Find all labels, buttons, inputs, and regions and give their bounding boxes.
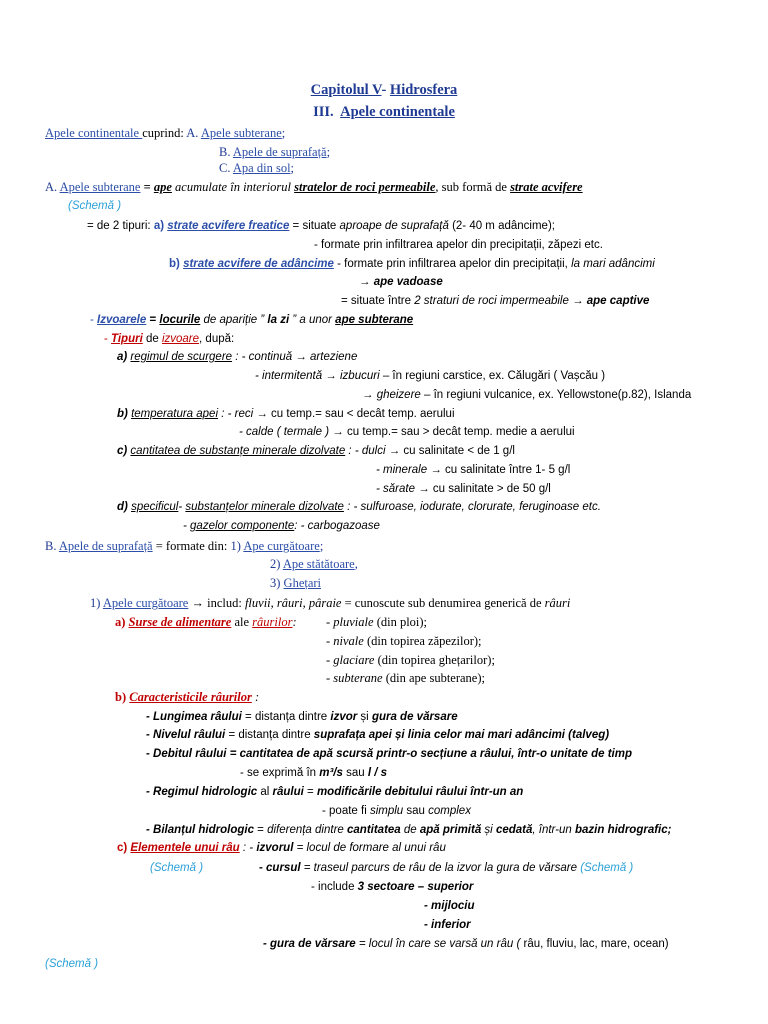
intro-b-letter: B. (219, 145, 233, 159)
nivelul-line (146, 727, 609, 743)
el-cursul: cursul (266, 862, 301, 874)
type-a-desc: aproape de suprafață (339, 220, 449, 232)
rb-calde-desc: → cu temp.= sau > decât temp. medie a aerului (329, 426, 575, 438)
gheizere-line (362, 387, 691, 403)
ac-list: fluvii, râuri, pâraie (244, 596, 342, 610)
rd-gaz-dash: - (183, 520, 191, 532)
b-item1-num: 1) (230, 539, 244, 553)
regimul-line (146, 784, 523, 800)
el-izvorul: izvorul (256, 842, 294, 854)
specificul-line (117, 499, 601, 515)
deb-desc: cantitatea de apă scursă printr-o secțiune a râului, într-o unitate de timp (239, 748, 632, 760)
cantitatea-line (117, 443, 515, 459)
reg-simplu: simplu (369, 805, 404, 817)
captive-arrow: → (568, 295, 587, 307)
cb-title: Caracteristicile râurilor (129, 690, 252, 704)
izv-lazi: la zi (267, 314, 290, 326)
niv-eq: = distanța dintre (225, 729, 314, 741)
ape-curgatoare-line (90, 595, 570, 611)
bilantul-line (146, 822, 671, 838)
bil-cedata: cedată (495, 824, 533, 836)
sa-subterane: - subterane (326, 671, 383, 685)
el-izvorul-d: = locul de formare al unui râu (293, 842, 446, 854)
reg-poate: - poate fi (322, 805, 370, 817)
tipuri-term: Tipuri (111, 333, 143, 345)
section-a-strate: stratelor de roci permeabile (294, 180, 436, 194)
rd-label-b: substanțelor minerale dizolvate (185, 501, 344, 513)
rd-dash: - (178, 501, 186, 513)
ra-label: regimul de scurgere (130, 351, 233, 363)
rc-letter: c) (117, 445, 131, 457)
cb-letter: b) (115, 690, 130, 704)
bil-dif: diferența dintre (267, 824, 347, 836)
lung-izvor: izvor (330, 711, 358, 723)
bil-eq: = (253, 824, 268, 836)
reg-eq: = (303, 786, 317, 798)
el-cursul-dash: - (259, 862, 267, 874)
izv-dash: - (90, 314, 98, 326)
izv-close: ” a unor (289, 314, 336, 326)
b-item2-line (270, 556, 358, 572)
intermitenta-line (255, 368, 605, 384)
intro-a-letter: A. (186, 126, 201, 140)
rb-calde: - calde ( termale ) (239, 426, 330, 438)
reg-sau: sau (403, 805, 429, 817)
sectoare-line (311, 879, 473, 895)
b-item3-line (270, 575, 321, 591)
deb-unit-2: l / s (367, 767, 388, 779)
sa-ale: ale (231, 615, 253, 629)
section-b-letter: B. (45, 539, 59, 553)
rc-minerale: - minerale (376, 464, 428, 476)
sa-glaciare: - glaciare (326, 653, 375, 667)
niv-desc: suprafața apei și linia celor mai mari adâncimi (talveg) (313, 729, 610, 741)
types-line-b (169, 256, 655, 272)
cursul-line (259, 860, 633, 876)
schema-link-a[interactable]: (Schemă ) (68, 200, 122, 212)
ra-letter: a) (117, 351, 131, 363)
b-item2-num: 2) (270, 557, 283, 571)
el-title: Elementele unui râu (130, 842, 240, 854)
rb-reci: : - reci (218, 408, 254, 420)
types-line-a (87, 218, 555, 234)
sa-letter: a) (115, 615, 129, 629)
intro-item-b: Apele de suprafață (232, 145, 327, 159)
sa-pluviale: - pluviale (326, 615, 374, 629)
tipuri-dash: - (104, 333, 112, 345)
deb-eq: = (226, 748, 240, 760)
temperatura-line (117, 406, 455, 422)
debitul-line (146, 746, 632, 762)
tipuri-izvoare: izvoare (161, 333, 200, 345)
bil-de: de (400, 824, 420, 836)
sa-pluviale-d: (din ploi); (373, 615, 428, 629)
deb-unit-sau: sau (342, 767, 368, 779)
chapter-dash: - (381, 82, 390, 98)
section-a-sub-forma: , sub formă de (435, 180, 511, 194)
ra-gheizere: → gheizere (362, 389, 421, 401)
b-item3: Ghețari (283, 576, 322, 590)
ac-title: Apele curgătoare (102, 596, 189, 610)
rb-reci-desc: → cu temp.= sau < decât temp. aerului (253, 408, 455, 420)
schema-link-final[interactable]: (Schemă ) (45, 958, 99, 970)
tipuri-dupa: , după: (199, 333, 235, 345)
el-cursul-d: = traseul parcurs de râu de la izvor la gura de vărsare (300, 862, 581, 874)
sarate-line (376, 481, 551, 497)
ra-continua: : - continuă → arteziene (232, 351, 358, 363)
section-a-heading (45, 179, 583, 195)
sector-mijlociu: - mijlociu (424, 900, 475, 912)
bil-bazin: bazin hidrografic; (575, 824, 672, 836)
b-item3-num: 3) (270, 576, 284, 590)
b-item2: Ape stătătoare (282, 557, 355, 571)
chapter-title (0, 82, 768, 98)
deb-label: - Debitul râului (146, 748, 227, 760)
intro-item-a: Apele subterane (200, 126, 282, 140)
bil-label: - Bilanțul hidrologic (146, 824, 254, 836)
intro-c-letter: C. (219, 161, 233, 175)
subterane-line (326, 670, 485, 686)
gazelor-line (183, 518, 380, 534)
ac-rauri: râuri (544, 596, 571, 610)
gura-line (263, 936, 669, 952)
lung-label: - Lungimea râului (146, 711, 242, 723)
rd-gaz: gazelor componente (190, 520, 295, 532)
sector-inferior: - inferior (424, 919, 471, 931)
rc-minerale-desc: → cu salinitate între 1- 5 g/l (427, 464, 571, 476)
rd-gaz-desc: : - carbogazoase (294, 520, 380, 532)
ac-known: = cunoscute sub denumirea generică de (341, 596, 545, 610)
b-item1: Ape curgătoare (243, 539, 320, 553)
schema-link-elemente[interactable]: (Schemă ) (150, 862, 204, 874)
ra-gheizere-ex: – în regiuni vulcanice, ex. Yellowstone(p.82), Islanda (420, 389, 692, 401)
type-a-letter: a) (153, 220, 168, 232)
section-b-formed: = formate din: (152, 539, 231, 553)
ac-include: → includ: (188, 596, 245, 610)
type-b-letter: b) (169, 258, 184, 270)
izv-aparitie: de apariție ” (200, 314, 268, 326)
rc-dulci-desc: → cu salinitate < de 1 g/l (385, 445, 515, 457)
type-a-eq: = situate (289, 220, 340, 232)
lungimea-line (146, 709, 458, 725)
b-item1-end: ; (319, 539, 324, 553)
captive-mid: 2 straturi de roci impermeabile (414, 295, 569, 307)
calde-line (239, 424, 575, 440)
el-colon: : - (239, 842, 257, 854)
minerale-line (376, 462, 570, 478)
el-gura: gura de vărsare (270, 938, 356, 950)
types-prefix: = de 2 tipuri: (87, 220, 154, 232)
intro-item-b-end: ; (326, 145, 331, 159)
sa-nivale-d: (din topirea zăpezilor); (363, 634, 482, 648)
rd-label-a: specificul (131, 501, 179, 513)
el-gura-d: = locul în care se varsă un râu ( (355, 938, 524, 950)
type-a-term: strate acvifere freatice (167, 220, 290, 232)
type-b-formed: - formate prin infiltrarea apelor din precipitații, (333, 258, 572, 270)
reg-raului: râului (272, 786, 304, 798)
reg-al: al (257, 786, 273, 798)
el-include: - include (311, 881, 358, 893)
el-letter: c) (117, 842, 131, 854)
section-number: III. (313, 104, 334, 120)
rd-letter: d) (117, 501, 132, 513)
intro-verb: cuprind: (142, 126, 187, 140)
elementele-line (117, 840, 446, 856)
captive-term: ape captive (586, 295, 650, 307)
intro-item-c: Apa din sol (232, 161, 291, 175)
rc-sarate-desc: → cu salinitate > de 50 g/l (415, 483, 551, 495)
el-gura-dash: - (263, 938, 271, 950)
tipuri-de: de (142, 333, 162, 345)
type-a-formed: - formate prin infiltrarea apelor din precipitații, zăpezi etc. (314, 239, 603, 251)
b-item2-end: , (354, 557, 358, 571)
izv-eq: = (146, 314, 160, 326)
rc-dulci: : - dulci (345, 445, 386, 457)
type-b-depth: la mari adâncimi (571, 258, 655, 270)
type-a-depth: (2- 40 m adâncime); (448, 220, 555, 232)
intro-item-b-line (219, 144, 330, 160)
reg-label: - Regimul hidrologic (146, 786, 258, 798)
intro-item-c-end: ; (290, 161, 295, 175)
lung-gura: gura de vărsare (371, 711, 458, 723)
intro-line (45, 125, 285, 141)
tipuri-line (104, 331, 234, 347)
ac-num: 1) (90, 596, 103, 610)
section-a-acvifere: strate acvifere (510, 180, 583, 194)
niv-label: - Nivelul râului (146, 729, 226, 741)
debit-unit-line (240, 765, 387, 781)
caracteristici-line (115, 689, 259, 705)
el-sectoare: 3 sectoare – superior (357, 881, 474, 893)
rb-letter: b) (117, 408, 132, 420)
regim-line (117, 349, 357, 365)
chapter-label: Capitolul V (310, 82, 382, 98)
section-name: Apele continentale (340, 104, 455, 120)
ape-vadoase: → ape vadoase (359, 276, 443, 288)
reg-desc: modificările debitului râului într-un an (316, 786, 524, 798)
chapter-topic: Hidrosfera (389, 82, 458, 98)
izvoarele-term: Izvoarele (97, 314, 147, 326)
lung-eq: = distanța dintre (241, 711, 331, 723)
sa-colon: : (292, 615, 297, 629)
izv-ape: ape subterane (335, 314, 414, 326)
sa-title: Surse de alimentare (128, 615, 232, 629)
reg-complex: complex (428, 805, 471, 817)
deb-unit-1: m³/s (319, 767, 343, 779)
section-b-title: Apele de suprafață (58, 539, 153, 553)
bil-intr: , într-un (532, 824, 575, 836)
bil-si: și (481, 824, 496, 836)
regim-tip-line (322, 803, 471, 819)
section-a-eq: = (140, 180, 154, 194)
schema-link-cursul[interactable]: (Schemă ) (580, 862, 634, 874)
izv-locurile: locurile (159, 314, 201, 326)
deb-unit-pre: - se exprimă în (240, 767, 320, 779)
rb-label: temperatura apei (131, 408, 219, 420)
ape-captive-line (341, 293, 649, 309)
izvoarele-line (90, 312, 413, 328)
ra-interm: - intermitentă → izbucuri (255, 370, 380, 382)
glaciare-line (326, 652, 495, 668)
surse-line (115, 614, 297, 630)
section-a-title: Apele subterane (59, 180, 141, 194)
sa-subterane-d: (din ape subterane); (382, 671, 485, 685)
el-gura-list: râu, fluviu, lac, mare, ocean) (523, 938, 669, 950)
rc-sarate: - sărate (376, 483, 415, 495)
captive-pre: = situate între (341, 295, 415, 307)
ra-interm-ex: – în regiuni carstice, ex. Călugări ( Vașcău ) (379, 370, 606, 382)
section-a-ape: ape (153, 180, 172, 194)
section-a-acumulate: acumulate în interiorul (171, 180, 295, 194)
bil-cant: cantitatea (347, 824, 401, 836)
intro-term: Apele continentale (45, 126, 143, 140)
bil-apa: apă primită (419, 824, 482, 836)
section-title (0, 104, 768, 120)
nivale-line (326, 633, 482, 649)
cb-colon: : (251, 690, 260, 704)
intro-item-c-line (219, 160, 294, 176)
sa-raurilor: râurilor (252, 615, 293, 629)
section-a-letter: A. (45, 180, 60, 194)
rd-desc: : - sulfuroase, iodurate, clorurate, feruginoase etc. (343, 501, 601, 513)
sa-glaciare-d: (din topirea ghețarilor); (374, 653, 495, 667)
lung-si: și (357, 711, 372, 723)
pluviale-line (326, 614, 427, 630)
type-b-term: strate acvifere de adâncime (183, 258, 334, 270)
section-b-heading (45, 538, 323, 554)
sa-nivale: - nivale (326, 634, 364, 648)
rc-label: cantitatea de substanțe minerale dizolvate (130, 445, 346, 457)
intro-item-a-end: ; (281, 126, 286, 140)
